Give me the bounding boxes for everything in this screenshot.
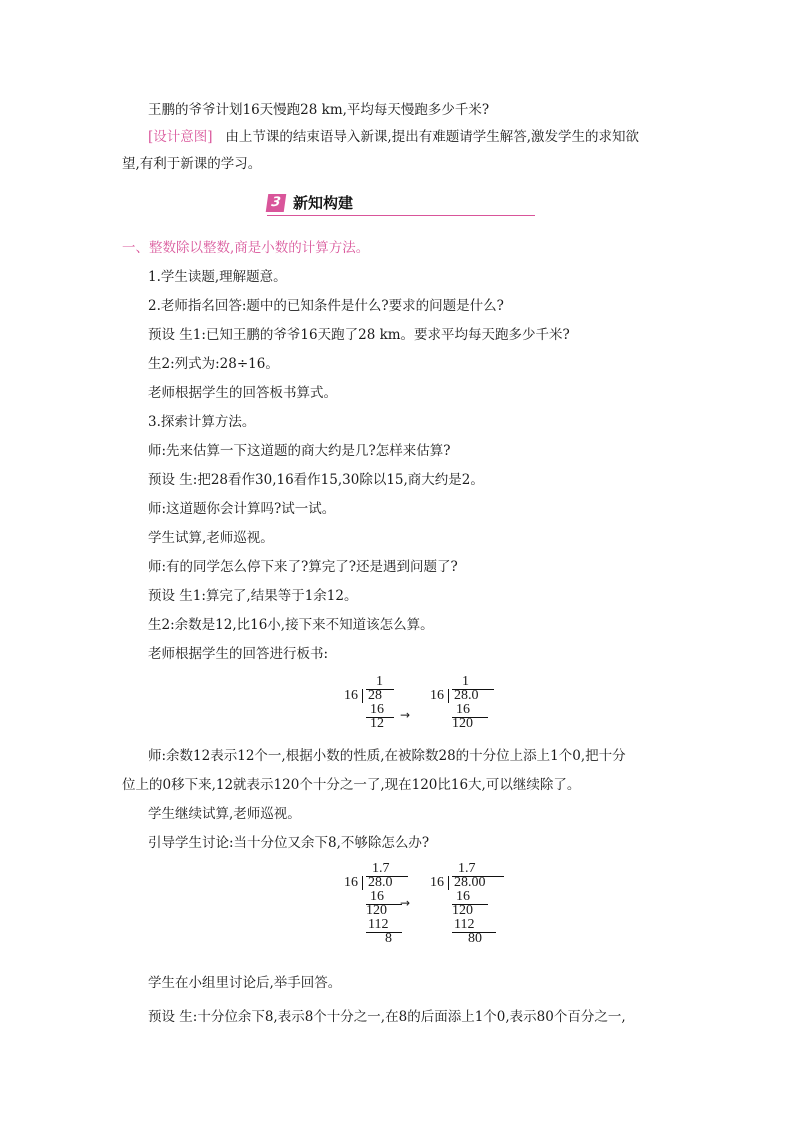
section-heading-title: 新知构建 (293, 194, 354, 212)
text-line: 学生继续试算,老师巡视。 (148, 806, 301, 822)
text-line: 引导学生讨论:当十分位又余下8,不够除怎么办? (148, 835, 430, 851)
section-heading (267, 193, 535, 216)
partial-product: 112 (454, 917, 475, 932)
remainder: 120 (452, 903, 473, 918)
partial-product: 16 (370, 889, 384, 904)
dividend: 28 (368, 688, 382, 703)
text-line: 预设 生:十分位余下8,表示8个十分之一,在8的后面添上1个0,表示80个百分之一, (148, 1009, 626, 1025)
arrow-icon: → (400, 896, 411, 910)
dividend: 28.0 (368, 875, 393, 890)
quotient: 1.7 (372, 861, 390, 876)
text-line: 3.探索计算方法。 (148, 414, 256, 430)
text-line: 师:这道题你会计算吗?试一试。 (148, 501, 336, 517)
divisor: 16 (430, 875, 444, 890)
text-line: 预设 生:把28看作30,16看作15,30除以15,商大约是2。 (148, 472, 484, 488)
section-number-badge: 3 (266, 194, 287, 212)
text-line: 1.学生读题,理解题意。 (148, 269, 287, 285)
partial-product: 16 (370, 702, 384, 717)
text-line: 老师根据学生的回答进行板书: (148, 646, 329, 662)
arrow-icon: → (400, 708, 411, 722)
design-intent-tag: [设计意图] (148, 129, 213, 145)
dividend: 28.0 (454, 688, 479, 703)
dividend: 28.00 (454, 875, 486, 890)
text-line: 预设 生1:算完了,结果等于1余12。 (148, 588, 358, 604)
text-line: 2.老师指名回答:题中的已知条件是什么?要求的问题是什么? (148, 298, 504, 314)
subsection-title: 一、整数除以整数,商是小数的计算方法。 (122, 240, 370, 256)
text-line: 生2:列式为:28÷16。 (148, 356, 279, 372)
partial-product: 16 (456, 889, 470, 904)
text-line: 师:余数12表示12个一,根据小数的性质,在被除数28的十分位上添上1个0,把十分 (148, 748, 626, 764)
partial-product: 16 (456, 702, 470, 717)
design-intent (148, 128, 639, 146)
partial-product: 112 (368, 917, 389, 932)
text-line: 学生在小组里讨论后,举手回答。 (148, 975, 342, 991)
design-intent-text: 由上节课的结束语导入新课,提出有难题请学生解答,激发学生的求知欲 (225, 129, 640, 145)
divisor: 16 (344, 688, 358, 703)
text-line: 老师根据学生的回答板书算式。 (148, 385, 337, 401)
divisor: 16 (344, 875, 358, 890)
quotient: 1 (376, 674, 383, 689)
text-line: 师:有的同学怎么停下来了?算完了?还是遇到问题了? (148, 559, 458, 575)
remainder: 12 (370, 716, 384, 731)
intro-question: 王鹏的爷爷计划16天慢跑28 km,平均每天慢跑多少千米? (148, 102, 490, 118)
remainder: 8 (385, 931, 392, 946)
remainder: 120 (366, 903, 387, 918)
text-line: 生2:余数是12,比16小,接下来不知道该怎么算。 (148, 617, 434, 633)
text-line: 师:先来估算一下这道题的商大约是几?怎样来估算? (148, 443, 451, 459)
divisor: 16 (430, 688, 444, 703)
quotient: 1 (462, 674, 469, 689)
design-intent-text-cont: 望,有利于新课的学习。 (122, 156, 262, 172)
remainder: 80 (468, 931, 482, 946)
text-line: 学生试算,老师巡视。 (148, 530, 274, 546)
text-line: 预设 生1:已知王鹏的爷爷16天跑了28 km。要求平均每天跑多少千米? (148, 327, 570, 343)
text-line: 位上的0移下来,12就表示120个十分之一了,现在120比16大,可以继续除了。 (122, 777, 581, 793)
quotient: 1.7 (458, 861, 476, 876)
remainder: 120 (452, 716, 473, 731)
